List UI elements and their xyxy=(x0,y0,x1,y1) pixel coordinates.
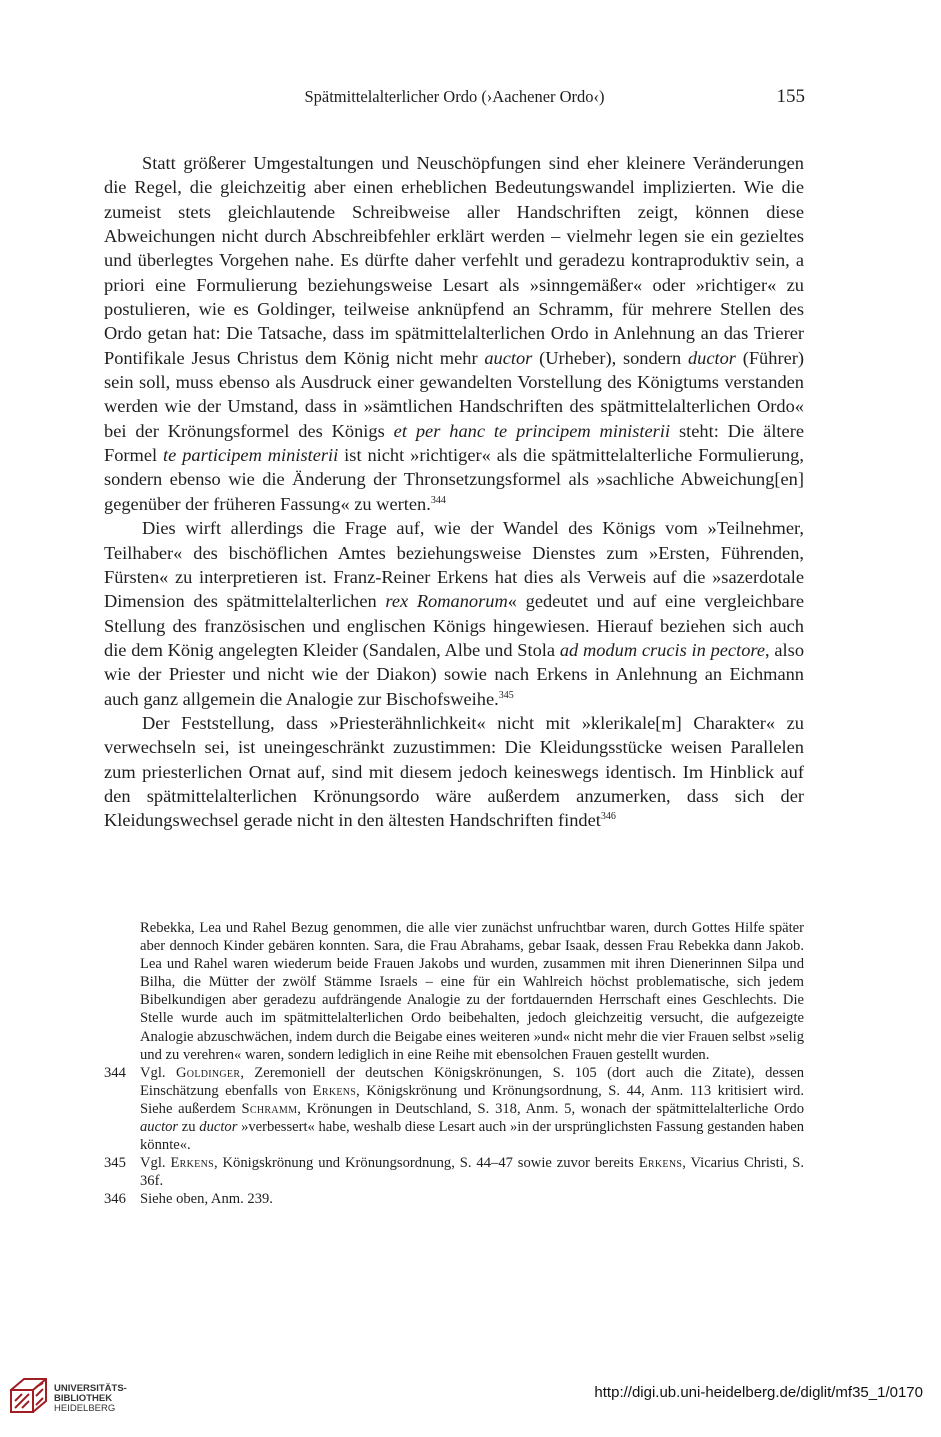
running-head xyxy=(104,87,805,111)
paragraph: Dies wirft allerdings die Frage auf, wie der Wandel des Königs vom »Teilnehmer, Teilhaber« des bischöflichen Amtes beziehungsweise Dienstes zum »Ersten, Führenden, Fürsten« zu interpretieren ist. Franz-Reiner Erkens hat dies als Verweis auf die »sazerdotale Dimension des spätmittelalterlichen rex Romanorum« gedeutet und auf eine vergleichbare Stellung des französischen und englischen Königs hingewiesen. Hierauf beziehen sich auch die dem König angelegten Kleider (Sandalen, Albe und Stola ad modum crucis in pectore, also wie der Priester und nicht wie der Diakon) sowie nach Erkens in Anlehnung an Eichmann auch ganz allgemein die Analogie zur Bischofsweihe.$^{345}$ xyxy=(104,518,805,709)
main-text xyxy=(104,151,804,833)
source-url-link[interactable]: http://digi.ub.uni-heidelberg.de/diglit/mf35_1/0170 xyxy=(594,1384,923,1401)
footnotes xyxy=(104,919,804,1209)
footnote-text: Siehe oben, Anm. 239. xyxy=(140,1191,273,1208)
footnote-345 xyxy=(104,1154,804,1190)
footnote-344 xyxy=(104,1064,804,1154)
footnote-reference[interactable]: 345 xyxy=(498,689,514,701)
footnote-continuation: Rebekka, Lea und Rahel Bezug genommen, die alle vier zunächst unfruchtbar waren, durch Gottes Hilfe später aber dennoch Kinder gebären konnten. Sara, die Frau Abrahams, gebar Isaak, dessen Frau Rebekka dann Jakob. Lea und Rahel waren wiederum beide Frauen Jakobs und wurden, zusammen mit ihren Dienerinnen Silpa und Bilha, die Mütter der zwölf Stämme Israels – eine für ein Wahlreich höchst problematische, sich jedem Bibelkundigen aber geradezu aufdrängende Analogie zu der fortdauernden Herrschaft eines Geschlechts. Die Stelle wurde auch im spätmittelalterlichen Ordo beibehalten, jedoch gleichzeitig versucht, die aufgezeigte Analogie abzuschwächen, indem durch die Beigabe eines weiteren »und« nicht mehr die vier Frauen selbst »selig und zu verehren« waren, sondern lediglich in eine Reihe mit ebensolchen Frauen gestellt wurden. xyxy=(140,920,804,1063)
library-name: UNIVERSITÄTS- BIBLIOTHEK HEIDELBERG xyxy=(54,1383,127,1414)
paragraph: Statt größerer Umgestaltungen und Neuschöpfungen sind eher kleinere Veränderungen die Regel, die gleichzeitig aber einen erheblichen Bedeutungswandel implizierten. Wie die zumeist stets gleichlautende Schreibweise aller Handschriften zeigt, können diese Abweichungen nicht durch Abschreibfehler erklärt werden – vielmehr legen sie ein gezieltes und überlegtes Vorgehen nahe. Es dürfte daher verfehlt und geradezu kontraproduktiv sein, a priori eine Formulierung beziehungsweise Lesart als »sinngemäßer« oder »richtiger« zu postulieren, wie es Goldinger, teilweise anknüpfend an Schramm, für mehrere Stellen des Ordo getan hat: Die Tatsache, dass im spätmittelalterlichen Ordo in Anlehnung an das Trierer Pontifikale Jesus Christus dem König nicht mehr auctor (Urheber), sondern ductor (Führer) sein soll, muss ebenso als Ausdruck einer gewandelten Vorstellung des Königtums verstanden werden wie der Umstand, dass in »sämtlichen Handschriften des spätmittelalterlichen Ordo« bei der Krönungsformel des Königs et per hanc te principem ministerii steht: Die ältere Formel te participem ministerii ist nicht »richtiger« als die spätmittelalterliche Formulierung, sondern ebenso wie die Änderung der Thronsetzungsformel als »sachliche Abweichung[en] gegenüber der früheren Fassung« zu werten.$^{344}$ xyxy=(104,153,804,514)
library-logo[interactable] xyxy=(8,1376,168,1422)
footnote-number: 344 xyxy=(104,1064,126,1081)
footnote-reference[interactable]: 346 xyxy=(600,811,616,823)
footnote-text: Vgl. Goldinger, Zeremoniell der deutschen Königskrönungen, S. 105 (dort auch die Zitate), dessen Einschätzung ebenfalls von Erkens, Königskrönung und Krönungsordnung, S. 44, Anm. 113 kritisiert wird. Siehe außerdem Schramm, Krönungen in Deutschland, S. 318, Anm. 5, wonach der spätmittelalterliche Ordo auctor zu ductor »verbessert« habe, weshalb diese Lesart auch »in der ursprünglichsten Fassung gestanden haben könnte«. xyxy=(140,1064,804,1154)
page-number: 155 xyxy=(776,86,805,107)
paragraph: Der Feststellung, dass »Priesterähnlichkeit« nicht mit »klerikale[m] Charakter« zu verwechseln sei, ist uneingeschränkt zuzustimmen: Die Kleidungsstücke weisen Parallelen zum priesterlichen Ornat auf, sind mit diesem jedoch keineswegs identisch. Im Hinblick auf den spätmittelalterlichen Krönungsordo wäre außerdem anzumerken, dass sich der Kleidungswechsel gerade nicht in den ältesten Handschriften findet$^{346}$ xyxy=(104,712,804,831)
footnote-number: 345 xyxy=(104,1155,126,1172)
running-title: Spätmittelalterlicher Ordo (›Aachener Ordo‹) xyxy=(304,87,605,106)
library-emblem-icon xyxy=(8,1376,50,1422)
footnote-reference[interactable]: 344 xyxy=(430,494,446,506)
footnote-number: 346 xyxy=(104,1191,126,1208)
footnote-346 xyxy=(104,1190,804,1208)
footnote-text: Vgl. Erkens, Königskrönung und Krönungsordnung, S. 44–47 sowie zuvor bereits Erkens, Vicarius Christi, S. 36f. xyxy=(140,1155,805,1190)
